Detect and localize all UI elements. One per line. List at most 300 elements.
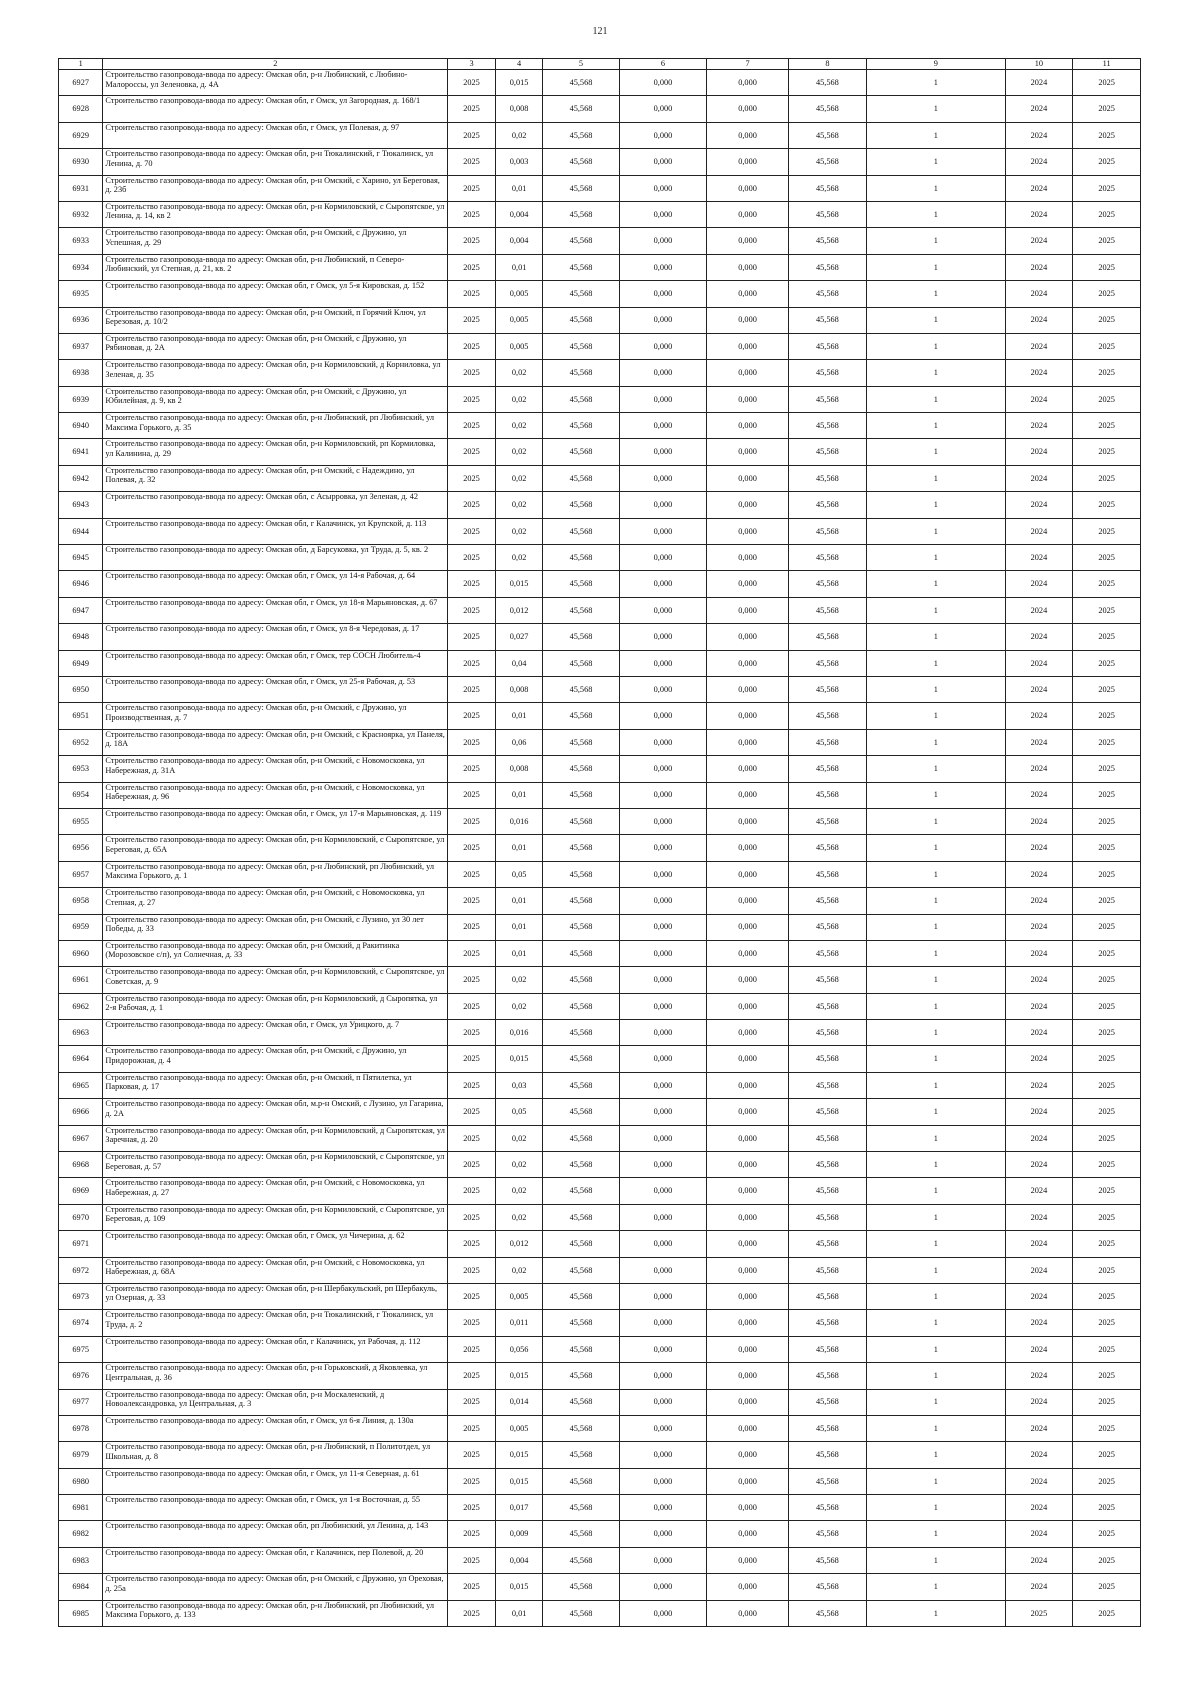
total-cell: 45,568 <box>788 122 866 148</box>
row-id-cell: 6981 <box>59 1495 103 1521</box>
row-id-cell: 6960 <box>59 940 103 966</box>
value-cell: 0,000 <box>707 571 788 597</box>
end-year-cell: 2025 <box>1073 1574 1141 1600</box>
cost-cell: 45,568 <box>543 835 619 861</box>
start-year-cell: 2024 <box>1005 624 1073 650</box>
year-cell: 2025 <box>448 676 496 702</box>
total-cell: 45,568 <box>788 413 866 439</box>
end-year-cell: 2025 <box>1073 1283 1141 1309</box>
cost-cell: 45,568 <box>543 1574 619 1600</box>
total-cell: 45,568 <box>788 1600 866 1626</box>
row-id-cell: 6937 <box>59 333 103 359</box>
end-year-cell: 2025 <box>1073 597 1141 623</box>
year-cell: 2025 <box>448 1336 496 1362</box>
value-cell: 0,000 <box>619 518 707 544</box>
start-year-cell: 2024 <box>1005 1468 1073 1494</box>
year-cell: 2025 <box>448 1072 496 1098</box>
project-name-cell: Строительство газопровода-ввода по адресу: Омская обл, р-н Омский, с Дружино, ул Рябиновая, д. 2А <box>103 333 448 359</box>
project-name-cell: Строительство газопровода-ввода по адресу: Омская обл, р-н Омский, с Харино, ул Береговая, д. 23б <box>103 175 448 201</box>
table-row <box>59 861 1141 887</box>
total-cell: 45,568 <box>788 782 866 808</box>
cost-cell: 45,568 <box>543 888 619 914</box>
project-name-cell: Строительство газопровода-ввода по адресу: Омская обл, р-н Тюкалинский, г Тюкалинск, ул Труда, д. 2 <box>103 1310 448 1336</box>
cost-cell: 45,568 <box>543 624 619 650</box>
table-row <box>59 1547 1141 1573</box>
table-row <box>59 413 1141 439</box>
value-cell: 0,000 <box>619 360 707 386</box>
value-cell: 0,000 <box>707 518 788 544</box>
start-year-cell: 2024 <box>1005 1442 1073 1468</box>
cost-cell: 45,568 <box>543 413 619 439</box>
value-cell: 0,000 <box>707 1152 788 1178</box>
count-cell: 1 <box>867 122 1006 148</box>
start-year-cell: 2024 <box>1005 703 1073 729</box>
table-row <box>59 228 1141 254</box>
count-cell: 1 <box>867 1521 1006 1547</box>
total-cell: 45,568 <box>788 808 866 834</box>
year-cell: 2025 <box>448 1231 496 1257</box>
year-cell: 2025 <box>448 122 496 148</box>
count-cell: 1 <box>867 1442 1006 1468</box>
table-row <box>59 149 1141 175</box>
length-cell: 0,06 <box>495 729 543 755</box>
project-name-cell: Строительство газопровода-ввода по адресу: Омская обл, р-н Кормиловский, с Сыропятское, ул Советская, д. 9 <box>103 967 448 993</box>
cost-cell: 45,568 <box>543 1046 619 1072</box>
count-cell: 1 <box>867 1600 1006 1626</box>
project-name-cell: Строительство газопровода-ввода по адресу: Омская обл, р-н Омский, с Дружино, ул Успешная, д. 29 <box>103 228 448 254</box>
column-header: 4 <box>495 59 543 70</box>
length-cell: 0,027 <box>495 624 543 650</box>
year-cell: 2025 <box>448 439 496 465</box>
end-year-cell: 2025 <box>1073 1468 1141 1494</box>
year-cell: 2025 <box>448 1178 496 1204</box>
value-cell: 0,000 <box>619 1442 707 1468</box>
count-cell: 1 <box>867 1072 1006 1098</box>
end-year-cell: 2025 <box>1073 1125 1141 1151</box>
value-cell: 0,000 <box>619 307 707 333</box>
end-year-cell: 2025 <box>1073 1547 1141 1573</box>
end-year-cell: 2025 <box>1073 676 1141 702</box>
start-year-cell: 2024 <box>1005 1099 1073 1125</box>
end-year-cell: 2025 <box>1073 386 1141 412</box>
end-year-cell: 2025 <box>1073 1442 1141 1468</box>
project-name-cell: Строительство газопровода-ввода по адресу: Омская обл, р-н Любинский, рп Любинский, ул Максима Горького, д. 1 <box>103 861 448 887</box>
end-year-cell: 2025 <box>1073 1415 1141 1441</box>
length-cell: 0,008 <box>495 96 543 122</box>
cost-cell: 45,568 <box>543 307 619 333</box>
total-cell: 45,568 <box>788 1257 866 1283</box>
table-row <box>59 624 1141 650</box>
count-cell: 1 <box>867 1099 1006 1125</box>
value-cell: 0,000 <box>707 703 788 729</box>
count-cell: 1 <box>867 1468 1006 1494</box>
count-cell: 1 <box>867 96 1006 122</box>
start-year-cell: 2024 <box>1005 1125 1073 1151</box>
length-cell: 0,016 <box>495 1020 543 1046</box>
value-cell: 0,000 <box>707 1363 788 1389</box>
row-id-cell: 6941 <box>59 439 103 465</box>
year-cell: 2025 <box>448 1468 496 1494</box>
length-cell: 0,02 <box>495 545 543 571</box>
project-name-cell: Строительство газопровода-ввода по адресу: Омская обл, г Омск, тер СОСН Любитель-4 <box>103 650 448 676</box>
value-cell: 0,000 <box>707 1231 788 1257</box>
value-cell: 0,000 <box>707 175 788 201</box>
length-cell: 0,003 <box>495 149 543 175</box>
end-year-cell: 2025 <box>1073 465 1141 491</box>
total-cell: 45,568 <box>788 650 866 676</box>
row-id-cell: 6947 <box>59 597 103 623</box>
table-row <box>59 1099 1141 1125</box>
value-cell: 0,000 <box>707 149 788 175</box>
start-year-cell: 2024 <box>1005 1020 1073 1046</box>
length-cell: 0,02 <box>495 967 543 993</box>
value-cell: 0,000 <box>619 1204 707 1230</box>
project-name-cell: Строительство газопровода-ввода по адресу: Омская обл, г Омск, ул Урицкого, д. 7 <box>103 1020 448 1046</box>
value-cell: 0,000 <box>707 1495 788 1521</box>
table-row <box>59 1178 1141 1204</box>
value-cell: 0,000 <box>707 492 788 518</box>
project-name-cell: Строительство газопровода-ввода по адресу: Омская обл, р-н Любинский, рп Любинский, ул Максима Горького, д. 35 <box>103 413 448 439</box>
count-cell: 1 <box>867 465 1006 491</box>
project-name-cell: Строительство газопровода-ввода по адресу: Омская обл, р-н Кормиловский, д Корниловка, ул Зеленая, д. 35 <box>103 360 448 386</box>
cost-cell: 45,568 <box>543 492 619 518</box>
row-id-cell: 6983 <box>59 1547 103 1573</box>
length-cell: 0,005 <box>495 1283 543 1309</box>
value-cell: 0,000 <box>707 1046 788 1072</box>
count-cell: 1 <box>867 624 1006 650</box>
table-row <box>59 492 1141 518</box>
cost-cell: 45,568 <box>543 228 619 254</box>
table-row <box>59 1574 1141 1600</box>
cost-cell: 45,568 <box>543 175 619 201</box>
cost-cell: 45,568 <box>543 967 619 993</box>
length-cell: 0,02 <box>495 465 543 491</box>
table-row <box>59 1204 1141 1230</box>
total-cell: 45,568 <box>788 835 866 861</box>
cost-cell: 45,568 <box>543 545 619 571</box>
length-cell: 0,015 <box>495 571 543 597</box>
end-year-cell: 2025 <box>1073 888 1141 914</box>
length-cell: 0,02 <box>495 1204 543 1230</box>
year-cell: 2025 <box>448 254 496 280</box>
value-cell: 0,000 <box>619 1363 707 1389</box>
end-year-cell: 2025 <box>1073 1600 1141 1626</box>
start-year-cell: 2024 <box>1005 465 1073 491</box>
cost-cell: 45,568 <box>543 1020 619 1046</box>
end-year-cell: 2025 <box>1073 1099 1141 1125</box>
start-year-cell: 2024 <box>1005 1336 1073 1362</box>
cost-cell: 45,568 <box>543 96 619 122</box>
value-cell: 0,000 <box>619 70 707 96</box>
cost-cell: 45,568 <box>543 1521 619 1547</box>
start-year-cell: 2024 <box>1005 1231 1073 1257</box>
start-year-cell: 2024 <box>1005 993 1073 1019</box>
row-id-cell: 6928 <box>59 96 103 122</box>
total-cell: 45,568 <box>788 1363 866 1389</box>
row-id-cell: 6951 <box>59 703 103 729</box>
table-row <box>59 1125 1141 1151</box>
year-cell: 2025 <box>448 571 496 597</box>
end-year-cell: 2025 <box>1073 1336 1141 1362</box>
length-cell: 0,004 <box>495 228 543 254</box>
cost-cell: 45,568 <box>543 597 619 623</box>
count-cell: 1 <box>867 1415 1006 1441</box>
table-row <box>59 597 1141 623</box>
value-cell: 0,000 <box>619 624 707 650</box>
table-row <box>59 175 1141 201</box>
length-cell: 0,02 <box>495 386 543 412</box>
table-body <box>59 70 1141 1627</box>
cost-cell: 45,568 <box>543 1389 619 1415</box>
total-cell: 45,568 <box>788 1020 866 1046</box>
start-year-cell: 2024 <box>1005 940 1073 966</box>
table-row <box>59 1072 1141 1098</box>
count-cell: 1 <box>867 413 1006 439</box>
start-year-cell: 2024 <box>1005 413 1073 439</box>
end-year-cell: 2025 <box>1073 228 1141 254</box>
table-row <box>59 1468 1141 1494</box>
value-cell: 0,000 <box>619 1521 707 1547</box>
start-year-cell: 2024 <box>1005 1046 1073 1072</box>
length-cell: 0,015 <box>495 70 543 96</box>
cost-cell: 45,568 <box>543 703 619 729</box>
count-cell: 1 <box>867 492 1006 518</box>
value-cell: 0,000 <box>619 492 707 518</box>
start-year-cell: 2024 <box>1005 967 1073 993</box>
value-cell: 0,000 <box>707 1389 788 1415</box>
value-cell: 0,000 <box>619 1099 707 1125</box>
value-cell: 0,000 <box>619 228 707 254</box>
start-year-cell: 2024 <box>1005 360 1073 386</box>
value-cell: 0,000 <box>619 1231 707 1257</box>
total-cell: 45,568 <box>788 861 866 887</box>
row-id-cell: 6963 <box>59 1020 103 1046</box>
year-cell: 2025 <box>448 624 496 650</box>
end-year-cell: 2025 <box>1073 993 1141 1019</box>
total-cell: 45,568 <box>788 439 866 465</box>
cost-cell: 45,568 <box>543 1495 619 1521</box>
count-cell: 1 <box>867 756 1006 782</box>
cost-cell: 45,568 <box>543 1600 619 1626</box>
value-cell: 0,000 <box>707 835 788 861</box>
value-cell: 0,000 <box>707 228 788 254</box>
start-year-cell: 2024 <box>1005 782 1073 808</box>
row-id-cell: 6950 <box>59 676 103 702</box>
row-id-cell: 6959 <box>59 914 103 940</box>
row-id-cell: 6954 <box>59 782 103 808</box>
value-cell: 0,000 <box>707 782 788 808</box>
total-cell: 45,568 <box>788 386 866 412</box>
end-year-cell: 2025 <box>1073 545 1141 571</box>
cost-cell: 45,568 <box>543 1468 619 1494</box>
row-id-cell: 6955 <box>59 808 103 834</box>
end-year-cell: 2025 <box>1073 333 1141 359</box>
value-cell: 0,000 <box>619 808 707 834</box>
project-name-cell: Строительство газопровода-ввода по адресу: Омская обл, р-н Любинский, п Северо-Любинский, ул Степная, д. 21, кв. 2 <box>103 254 448 280</box>
project-name-cell: Строительство газопровода-ввода по адресу: Омская обл, г Калачинск, пер Полевой, д. 20 <box>103 1547 448 1573</box>
total-cell: 45,568 <box>788 175 866 201</box>
value-cell: 0,000 <box>707 1547 788 1573</box>
end-year-cell: 2025 <box>1073 756 1141 782</box>
value-cell: 0,000 <box>707 201 788 227</box>
table-row <box>59 808 1141 834</box>
value-cell: 0,000 <box>707 993 788 1019</box>
total-cell: 45,568 <box>788 914 866 940</box>
total-cell: 45,568 <box>788 518 866 544</box>
total-cell: 45,568 <box>788 703 866 729</box>
value-cell: 0,000 <box>707 1468 788 1494</box>
project-name-cell: Строительство газопровода-ввода по адресу: Омская обл, г Омск, ул 11-я Северная, д. 61 <box>103 1468 448 1494</box>
table-row <box>59 993 1141 1019</box>
value-cell: 0,000 <box>619 1125 707 1151</box>
end-year-cell: 2025 <box>1073 861 1141 887</box>
length-cell: 0,01 <box>495 940 543 966</box>
start-year-cell: 2024 <box>1005 914 1073 940</box>
start-year-cell: 2024 <box>1005 175 1073 201</box>
total-cell: 45,568 <box>788 1442 866 1468</box>
total-cell: 45,568 <box>788 1204 866 1230</box>
year-cell: 2025 <box>448 1495 496 1521</box>
end-year-cell: 2025 <box>1073 571 1141 597</box>
row-id-cell: 6948 <box>59 624 103 650</box>
table-row <box>59 201 1141 227</box>
count-cell: 1 <box>867 1257 1006 1283</box>
project-name-cell: Строительство газопровода-ввода по адресу: Омская обл, г Омск, ул Полевая, д. 97 <box>103 122 448 148</box>
table-row <box>59 888 1141 914</box>
value-cell: 0,000 <box>707 465 788 491</box>
row-id-cell: 6939 <box>59 386 103 412</box>
cost-cell: 45,568 <box>543 729 619 755</box>
length-cell: 0,016 <box>495 808 543 834</box>
column-number-row <box>59 59 1141 70</box>
project-name-cell: Строительство газопровода-ввода по адресу: Омская обл, р-н Кормиловский, рп Кормиловка, ул Калинина, д. 29 <box>103 439 448 465</box>
start-year-cell: 2024 <box>1005 518 1073 544</box>
column-header: 7 <box>707 59 788 70</box>
year-cell: 2025 <box>448 756 496 782</box>
value-cell: 0,000 <box>707 1204 788 1230</box>
length-cell: 0,01 <box>495 914 543 940</box>
value-cell: 0,000 <box>619 1178 707 1204</box>
total-cell: 45,568 <box>788 1468 866 1494</box>
row-id-cell: 6942 <box>59 465 103 491</box>
project-name-cell: Строительство газопровода-ввода по адресу: Омская обл, с Асырровка, ул Зеленая, д. 42 <box>103 492 448 518</box>
cost-cell: 45,568 <box>543 360 619 386</box>
row-id-cell: 6962 <box>59 993 103 1019</box>
project-name-cell: Строительство газопровода-ввода по адресу: Омская обл, р-н Любинский, рп Любинский, ул Максима Горького, д. 133 <box>103 1600 448 1626</box>
value-cell: 0,000 <box>619 1336 707 1362</box>
project-name-cell: Строительство газопровода-ввода по адресу: Омская обл, р-н Омский, п Пятилетка, ул Парковая, д. 17 <box>103 1072 448 1098</box>
total-cell: 45,568 <box>788 1336 866 1362</box>
end-year-cell: 2025 <box>1073 782 1141 808</box>
row-id-cell: 6980 <box>59 1468 103 1494</box>
page-number: 121 <box>592 26 608 37</box>
end-year-cell: 2025 <box>1073 624 1141 650</box>
cost-cell: 45,568 <box>543 1152 619 1178</box>
cost-cell: 45,568 <box>543 254 619 280</box>
total-cell: 45,568 <box>788 888 866 914</box>
table-row <box>59 122 1141 148</box>
year-cell: 2025 <box>448 175 496 201</box>
count-cell: 1 <box>867 1046 1006 1072</box>
total-cell: 45,568 <box>788 1046 866 1072</box>
count-cell: 1 <box>867 888 1006 914</box>
year-cell: 2025 <box>448 1257 496 1283</box>
start-year-cell: 2024 <box>1005 1310 1073 1336</box>
value-cell: 0,000 <box>707 756 788 782</box>
year-cell: 2025 <box>448 1363 496 1389</box>
table-row <box>59 281 1141 307</box>
project-name-cell: Строительство газопровода-ввода по адресу: Омская обл, г Калачинск, ул Крупской, д. 113 <box>103 518 448 544</box>
end-year-cell: 2025 <box>1073 360 1141 386</box>
end-year-cell: 2025 <box>1073 1363 1141 1389</box>
project-name-cell: Строительство газопровода-ввода по адресу: Омская обл, г Омск, ул 17-я Марьяновская, д. 119 <box>103 808 448 834</box>
end-year-cell: 2025 <box>1073 729 1141 755</box>
count-cell: 1 <box>867 676 1006 702</box>
table-row <box>59 940 1141 966</box>
start-year-cell: 2024 <box>1005 1363 1073 1389</box>
row-id-cell: 6927 <box>59 70 103 96</box>
cost-cell: 45,568 <box>543 861 619 887</box>
total-cell: 45,568 <box>788 756 866 782</box>
table-row <box>59 835 1141 861</box>
year-cell: 2025 <box>448 465 496 491</box>
column-header: 6 <box>619 59 707 70</box>
project-name-cell: Строительство газопровода-ввода по адресу: Омская обл, р-н Омский, с Новомосковка, ул Набережная, д. 31А <box>103 756 448 782</box>
value-cell: 0,000 <box>707 1415 788 1441</box>
cost-cell: 45,568 <box>543 1204 619 1230</box>
end-year-cell: 2025 <box>1073 1257 1141 1283</box>
value-cell: 0,000 <box>619 650 707 676</box>
end-year-cell: 2025 <box>1073 1020 1141 1046</box>
year-cell: 2025 <box>448 993 496 1019</box>
start-year-cell: 2024 <box>1005 597 1073 623</box>
year-cell: 2025 <box>448 492 496 518</box>
row-id-cell: 6953 <box>59 756 103 782</box>
table-row <box>59 1389 1141 1415</box>
start-year-cell: 2024 <box>1005 96 1073 122</box>
value-cell: 0,000 <box>707 650 788 676</box>
end-year-cell: 2025 <box>1073 1521 1141 1547</box>
value-cell: 0,000 <box>619 1547 707 1573</box>
count-cell: 1 <box>867 650 1006 676</box>
project-name-cell: Строительство газопровода-ввода по адресу: Омская обл, р-н Шербакульский, рп Шербакуль, ул Озерная, д. 33 <box>103 1283 448 1309</box>
count-cell: 1 <box>867 993 1006 1019</box>
count-cell: 1 <box>867 1310 1006 1336</box>
row-id-cell: 6934 <box>59 254 103 280</box>
table-row <box>59 1257 1141 1283</box>
row-id-cell: 6958 <box>59 888 103 914</box>
year-cell: 2025 <box>448 1046 496 1072</box>
cost-cell: 45,568 <box>543 1125 619 1151</box>
value-cell: 0,000 <box>619 149 707 175</box>
row-id-cell: 6935 <box>59 281 103 307</box>
value-cell: 0,000 <box>619 756 707 782</box>
row-id-cell: 6952 <box>59 729 103 755</box>
total-cell: 45,568 <box>788 545 866 571</box>
start-year-cell: 2024 <box>1005 1495 1073 1521</box>
value-cell: 0,000 <box>619 465 707 491</box>
length-cell: 0,005 <box>495 307 543 333</box>
total-cell: 45,568 <box>788 281 866 307</box>
length-cell: 0,009 <box>495 1521 543 1547</box>
count-cell: 1 <box>867 149 1006 175</box>
column-header: 3 <box>448 59 496 70</box>
table-row <box>59 1363 1141 1389</box>
length-cell: 0,05 <box>495 1099 543 1125</box>
start-year-cell: 2024 <box>1005 1547 1073 1573</box>
row-id-cell: 6965 <box>59 1072 103 1098</box>
total-cell: 45,568 <box>788 70 866 96</box>
